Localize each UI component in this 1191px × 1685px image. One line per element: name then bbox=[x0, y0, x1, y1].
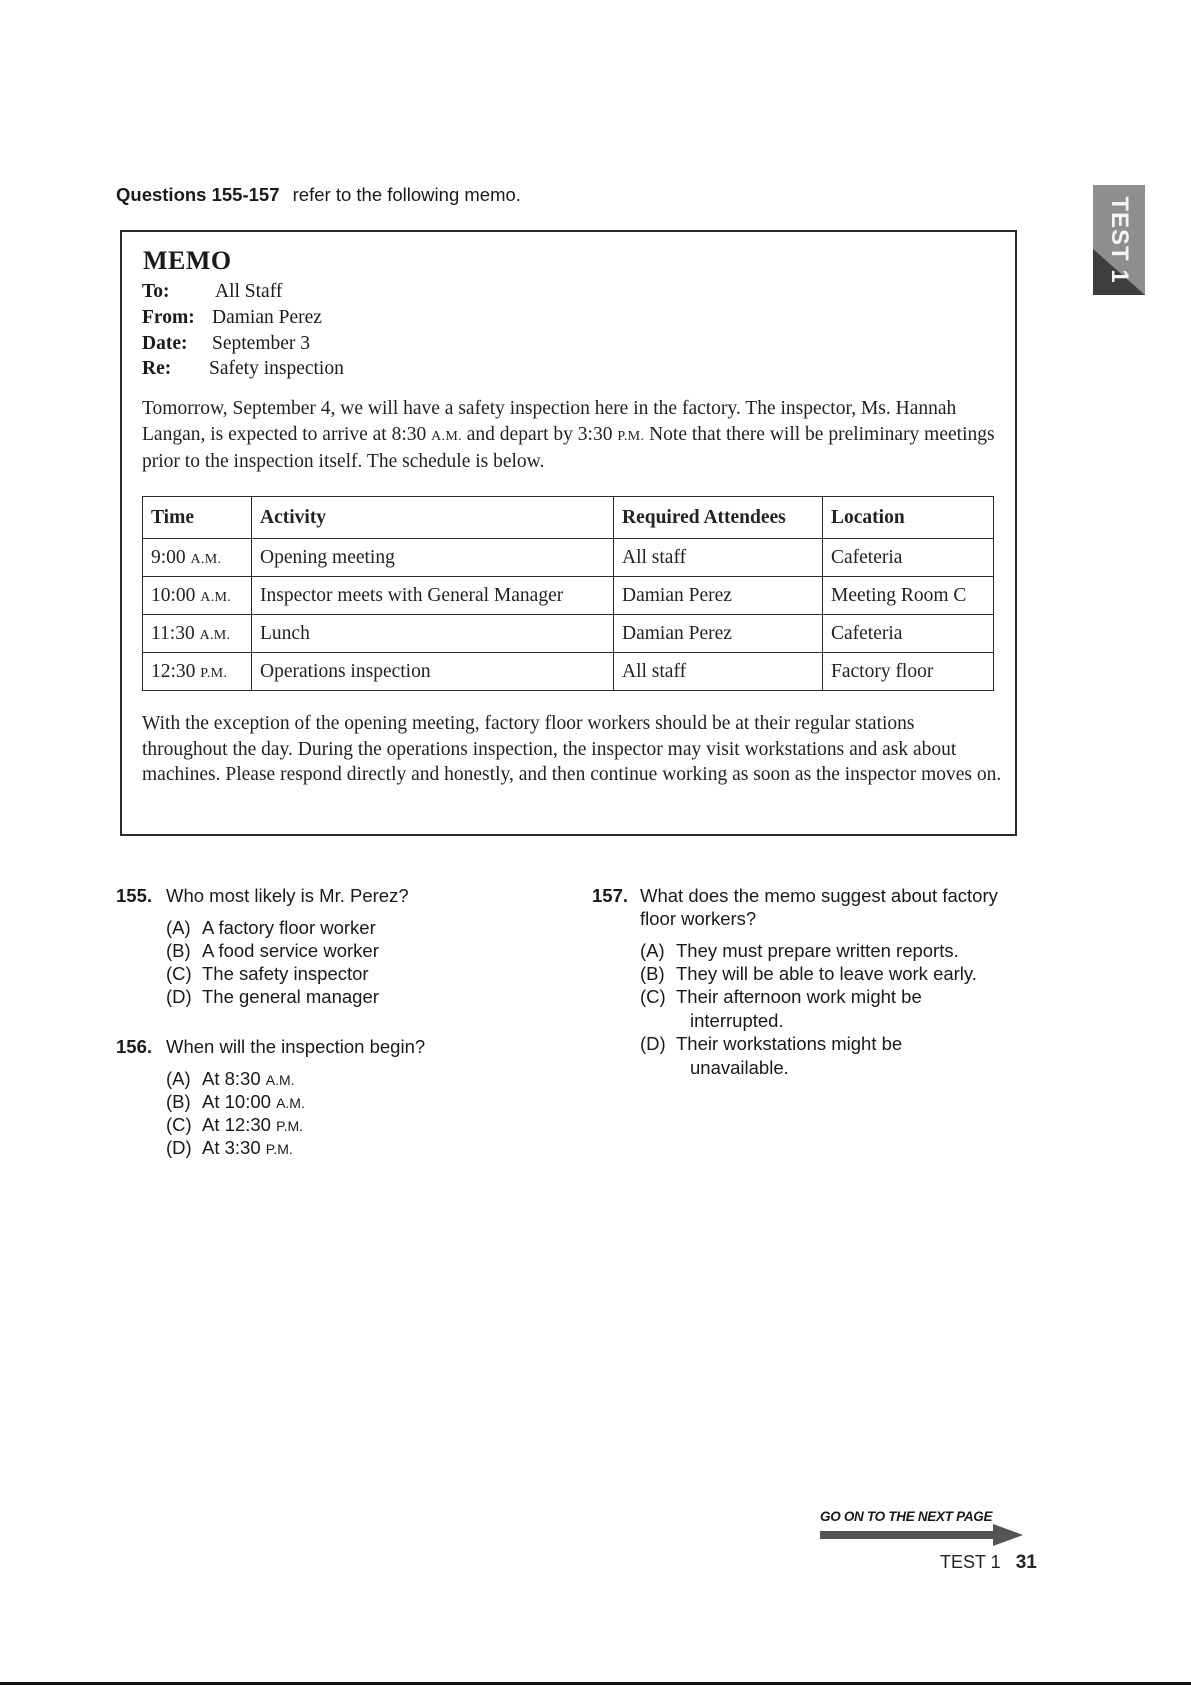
option-letter: (A) bbox=[640, 940, 665, 961]
option-letter: (A) bbox=[166, 1068, 191, 1089]
option-a[interactable] bbox=[166, 1067, 295, 1093]
memo-to-label: To: bbox=[142, 281, 170, 302]
option-letter: (C) bbox=[166, 963, 192, 984]
cell-location: Cafeteria bbox=[823, 539, 994, 577]
option-ampm: P.M. bbox=[265, 1141, 293, 1157]
table-row bbox=[143, 653, 994, 691]
option-letter: (C) bbox=[640, 986, 666, 1007]
test-label: TEST 1 bbox=[940, 1552, 1001, 1572]
side-tab-label: TEST 1 bbox=[1106, 196, 1133, 284]
memo-date-label: Date: bbox=[142, 333, 188, 354]
table-row bbox=[143, 577, 994, 615]
option-d[interactable] bbox=[640, 1032, 902, 1079]
memo-closing-paragraph: With the exception of the opening meeting, factory floor workers should be at their regular stations throughout the day. During the operations inspection, the inspector may visit workstations and ask about machines. Please respond directly and honestly, and then continue working as soon as the inspector moves on. bbox=[142, 713, 1002, 785]
ampm: P.M. bbox=[200, 665, 228, 681]
go-on-next-page bbox=[820, 1508, 992, 1526]
option-a[interactable] bbox=[166, 916, 376, 940]
option-letter: (D) bbox=[166, 1137, 192, 1158]
option-c[interactable] bbox=[640, 985, 922, 1032]
cell-activity: Inspector meets with General Manager bbox=[252, 577, 614, 615]
option-text: Their afternoon work might be bbox=[676, 986, 922, 1007]
time-value: 11:30 bbox=[151, 622, 195, 644]
cell-time bbox=[143, 539, 252, 577]
cell-activity: Operations inspection bbox=[252, 653, 614, 691]
memo-date-row bbox=[142, 333, 311, 355]
option-b[interactable] bbox=[640, 962, 977, 986]
question-number: 157. bbox=[592, 885, 629, 906]
option-text: At 3:30 bbox=[202, 1137, 261, 1158]
question-stem-line1: What does the memo suggest about factory bbox=[640, 885, 998, 906]
memo-re-value: Safety inspection bbox=[209, 358, 344, 379]
question-stem: When will the inspection begin? bbox=[166, 1036, 426, 1057]
option-ampm: A.M. bbox=[276, 1095, 305, 1111]
test-side-tab bbox=[1093, 185, 1145, 295]
option-a[interactable] bbox=[640, 939, 959, 963]
memo-from-row bbox=[142, 307, 322, 329]
cell-attendees: All staff bbox=[614, 653, 823, 691]
question-number: 156. bbox=[116, 1036, 153, 1057]
question-number: 155. bbox=[116, 885, 153, 906]
question-stem-line2: floor workers? bbox=[640, 908, 757, 929]
option-text: They must prepare written reports. bbox=[676, 940, 959, 961]
intro-pm: P.M. bbox=[617, 428, 645, 444]
intro-text-3: Note that there will be preliminary meetings prior to the inspection itself. The schedule is below. bbox=[142, 423, 995, 472]
option-letter: (C) bbox=[166, 1114, 192, 1135]
option-text: The general manager bbox=[202, 986, 379, 1007]
col-header-activity: Activity bbox=[252, 497, 614, 539]
right-arrow-icon bbox=[820, 1531, 995, 1539]
intro-text-2: and depart by 3:30 bbox=[461, 423, 618, 445]
memo-re-label: Re: bbox=[142, 358, 172, 379]
option-d[interactable] bbox=[166, 1136, 293, 1162]
col-header-time: Time bbox=[143, 497, 252, 539]
option-letter: (B) bbox=[166, 1091, 191, 1112]
option-b[interactable] bbox=[166, 939, 379, 963]
time-value: 12:30 bbox=[151, 660, 196, 682]
cell-time bbox=[143, 653, 252, 691]
memo-from-value: Damian Perez bbox=[212, 307, 322, 328]
option-letter: (B) bbox=[640, 963, 665, 984]
option-letter: (A) bbox=[166, 917, 191, 938]
cell-location: Factory floor bbox=[823, 653, 994, 691]
question-stem: Who most likely is Mr. Perez? bbox=[166, 885, 409, 906]
option-text: The safety inspector bbox=[202, 963, 369, 984]
schedule-header-row bbox=[143, 497, 994, 539]
section-instruction bbox=[116, 184, 521, 206]
cell-activity: Opening meeting bbox=[252, 539, 614, 577]
memo-re-row bbox=[142, 358, 344, 380]
option-letter: (D) bbox=[166, 986, 192, 1007]
table-row bbox=[143, 539, 994, 577]
cell-time bbox=[143, 615, 252, 653]
option-text: At 8:30 bbox=[202, 1068, 261, 1089]
option-text: At 12:30 bbox=[202, 1114, 271, 1135]
time-value: 10:00 bbox=[151, 584, 196, 606]
option-text: A food service worker bbox=[202, 940, 379, 961]
option-text: Their workstations might be bbox=[676, 1033, 903, 1054]
option-text: A factory floor worker bbox=[202, 917, 376, 938]
time-value: 9:00 bbox=[151, 546, 186, 568]
memo-to-value: All Staff bbox=[215, 281, 283, 302]
arrow-head-icon bbox=[993, 1524, 1023, 1546]
schedule-table bbox=[142, 496, 994, 691]
option-text-continued: interrupted. bbox=[690, 1009, 784, 1031]
option-text-continued: unavailable. bbox=[690, 1056, 789, 1078]
option-text: They will be able to leave work early. bbox=[676, 963, 977, 984]
ampm: A.M. bbox=[190, 551, 222, 567]
memo-date-value: September 3 bbox=[212, 333, 311, 354]
ampm: A.M. bbox=[200, 589, 232, 605]
memo-title: MEMO bbox=[143, 246, 232, 275]
memo-to-row bbox=[142, 281, 283, 303]
next-page-label: GO ON TO THE NEXT PAGE bbox=[820, 1509, 993, 1524]
option-letter: (D) bbox=[640, 1033, 666, 1054]
page-footer bbox=[940, 1552, 1037, 1574]
option-c[interactable] bbox=[166, 1113, 303, 1139]
intro-am: A.M. bbox=[431, 428, 462, 444]
option-ampm: A.M. bbox=[265, 1072, 295, 1088]
col-header-location: Location bbox=[823, 497, 994, 539]
cell-attendees: All staff bbox=[614, 539, 823, 577]
option-c[interactable] bbox=[166, 962, 369, 986]
cell-location: Meeting Room C bbox=[823, 577, 994, 615]
memo-intro-paragraph bbox=[142, 396, 1002, 475]
intro-text-1: Tomorrow, September 4, we will have a safety inspection here in the factory. The inspector, Ms. Hannah Langan, is expected to arrive at 8:30 bbox=[142, 398, 957, 445]
table-row bbox=[143, 615, 994, 653]
cell-activity: Lunch bbox=[252, 615, 614, 653]
memo-from-label: From: bbox=[142, 307, 195, 328]
question-range: Questions 155-157 bbox=[116, 184, 280, 205]
instruction-text: refer to the following memo. bbox=[292, 184, 521, 205]
option-letter: (B) bbox=[166, 940, 191, 961]
cell-time bbox=[143, 577, 252, 615]
option-b[interactable] bbox=[166, 1090, 305, 1116]
col-header-attendees: Required Attendees bbox=[614, 497, 823, 539]
cell-attendees: Damian Perez bbox=[614, 615, 823, 653]
option-d[interactable] bbox=[166, 985, 379, 1009]
cell-location: Cafeteria bbox=[823, 615, 994, 653]
option-text: At 10:00 bbox=[202, 1091, 271, 1112]
cell-attendees: Damian Perez bbox=[614, 577, 823, 615]
page-number: 31 bbox=[1015, 1552, 1037, 1573]
option-ampm: P.M. bbox=[276, 1118, 304, 1134]
ampm: A.M. bbox=[199, 627, 231, 643]
